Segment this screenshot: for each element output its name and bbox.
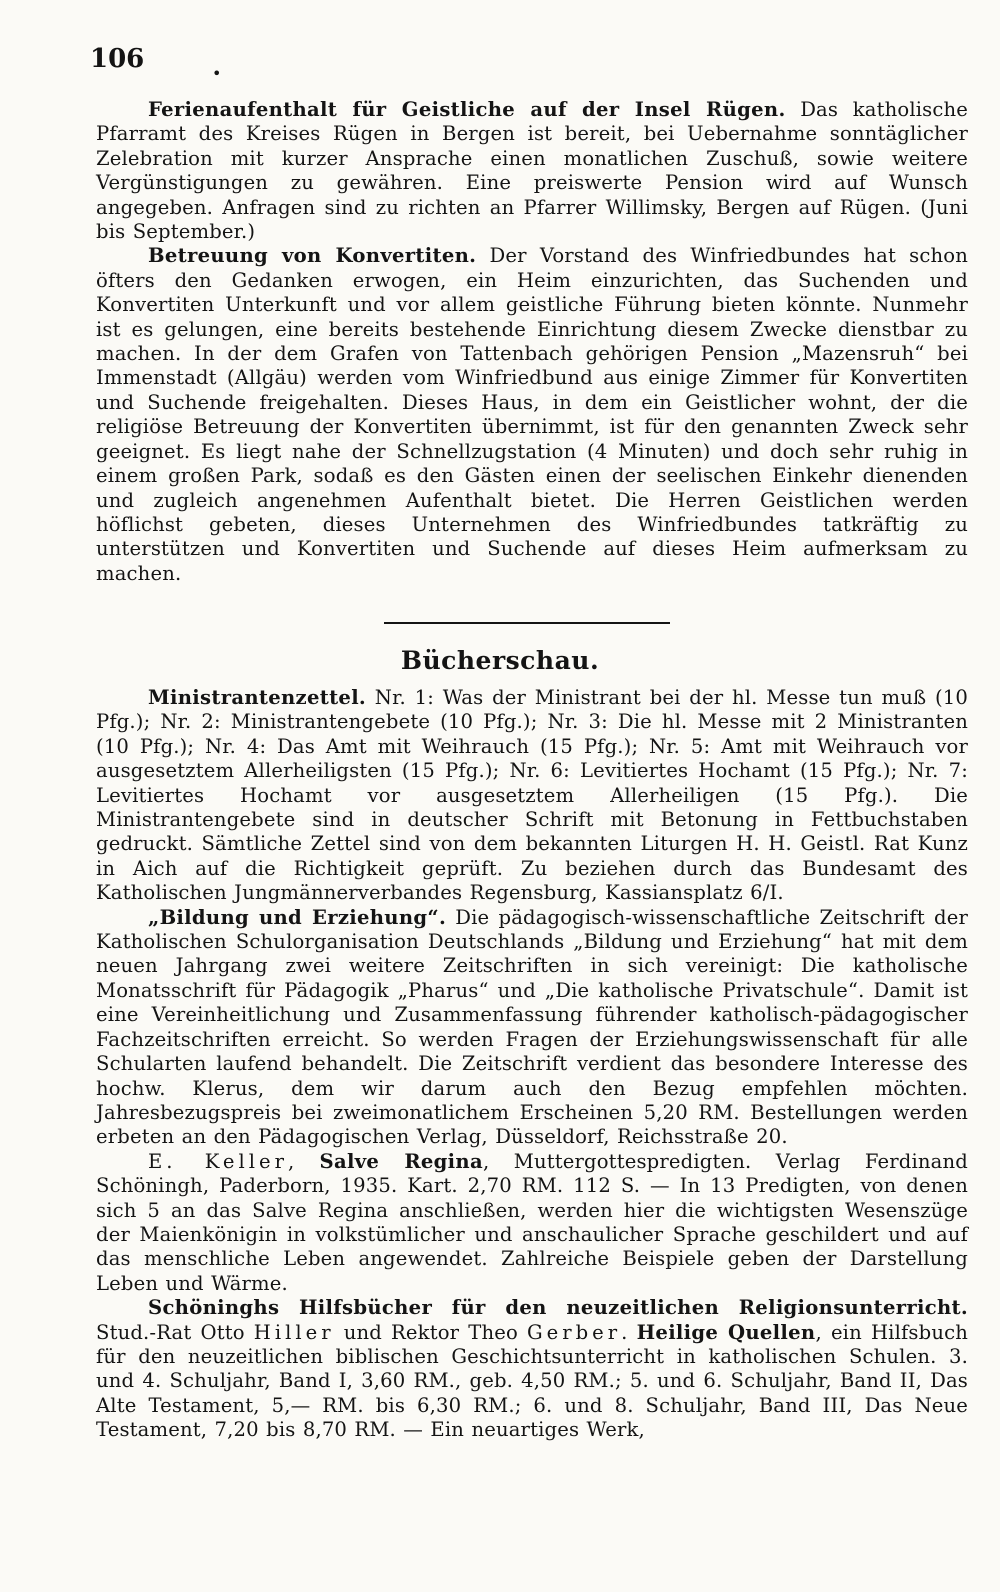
section-heading: Bücherschau.: [400, 646, 600, 675]
review-salve-regina: [96, 1150, 968, 1296]
notice-rugen: [96, 98, 968, 244]
review-4-title: Heilige Quellen: [636, 1320, 816, 1344]
review-ministrantenzettel: [96, 686, 968, 906]
notice-konvertiten-text: Der Vorstand des Winfriedbundes hat schon öfters den Gedanken erwogen, ein Heim einzurichten, das Suchenden und Konvertiten Unterkunft und vor allem geistliche Führung bieten könnte. Nunmehr ist es gelungen, eine bereits bestehende Einrichtung diesem Zwecke dienstbar zu machen. In der dem Grafen von Tattenbach gehörigen Pension „Mazensruh“ bei Immenstadt (Allgäu) werden vom Winfriedbund aus einige Zimmer für Konvertiten und Suchende freigehalten. Dieses Haus, in dem ein Geistlicher wohnt, der die religiöse Betreuung der Konvertiten übernimmt, ist für den genannten Zweck sehr geeignet. Es liegt nahe der Schnellzugstation (4 Minuten) und doch sehr ruhig in einem großen Park, sodaß es den Gästen einen der seelischen Einkehr dienenden und zugleich angenehmen Aufenthalt bietet. Die Herren Geistlichen werden höflichst gebeten, dieses Unternehmen des Winfriedbundes tatkräftig zu unterstützen und Konvertiten und Suchende auf dieses Heim aufmerksam zu machen.: [96, 244, 968, 585]
review-2-text: Die pädagogisch-wissenschaftliche Zeitschrift der Katholischen Schulorganisation Deutschlands „Bildung und Erziehung“ hat mit dem neuen Jahrgang zwei weitere Zeitschriften in sich vereinigt: Die katholische Monatsschrift für Pädagogik „Pharus“ und „Die katholische Privatschule“. Damit ist eine Vereinheitlichung und Zusammenfassung führender katholisch-pädagogischer Fachzeitschriften erreicht. So werden Fragen der Erziehungswissenschaft für alle Schularten laufend behandelt. Die Zeitschrift verdient das besondere Interesse des hochw. Klerus, dem wir darum auch den Bezug empfehlen möchten. Jahresbezugspreis bei zweimonatlichem Erscheinen 5,20 RM. Bestellungen werden erbeten an den Pädagogischen Verlag, Düsseldorf, Reichsstraße 20.: [96, 905, 968, 1149]
notice-rugen-text: Das katholische Pfarramt des Kreises Rügen in Bergen ist bereit, bei Uebernahme sonntäglicher Zelebration mit kurzer Ansprache einen monatlichen Zuschuß, sowie weitere Vergünstigungen zu gewähren. Eine preiswerte Pension wird auf Wunsch angegeben. Anfragen sind zu richten an Pfarrer Willimsky, Bergen auf Rügen. (Juni bis September.): [96, 98, 968, 244]
review-4-text-d: , ein Hilfsbuch für den neuzeitlichen biblischen Geschichtsunterricht in katholischen Schulen. 3. und 4. Schuljahr, Band I, 3,60 RM., geb. 4,50 RM.; 5. und 6. Schuljahr, Band II, Das Alte Testament, 5,— RM. bis 6,30 RM.; 6. und 8. Schuljahr, Band III, Das Neue Testament, 7,20 bis 8,70 RM. — Ein neuartiges Werk,: [96, 1320, 968, 1442]
section-divider: [384, 622, 670, 624]
notice-konvertiten: [96, 244, 968, 586]
review-3-text: , Muttergottespredigten. Verlag Ferdinand Schöningh, Paderborn, 1935. Kart. 2,70 RM. 112 S. — In 13 Predigten, von denen sich 5 an das Salve Regina anschließen, werden hier die wichtigsten Wesenszüge der Maienkönigin in volkstümlicher und anschaulicher Sprache geschildert und auf das menschliche Leben angewendet. Zahlreiche Beispiele geben der Darstellung Leben und Wärme.: [96, 1149, 968, 1295]
notice-rugen-lead: Ferienaufenthalt für Geistliche auf der Insel Rügen.: [148, 98, 786, 121]
book-reviews: [96, 686, 968, 1443]
review-3-comma: ,: [288, 1149, 295, 1173]
review-4-text-b: und Rektor Theo: [334, 1320, 528, 1344]
review-4-author-2: Gerber: [527, 1320, 622, 1344]
notices-section: [96, 98, 968, 586]
review-1-lead: Ministrantenzettel.: [148, 686, 367, 709]
printer-mark: •: [212, 64, 222, 83]
notice-konvertiten-lead: Betreuung von Konvertiten.: [148, 244, 477, 268]
review-2-lead: „Bildung und Erziehung“.: [148, 905, 447, 929]
review-4-text-a: Stud.-Rat Otto: [96, 1320, 254, 1344]
page-number: 106: [90, 44, 145, 74]
review-schoeninghs-hilfsbuecher: [96, 1296, 968, 1442]
review-4-lead: Schöninghs Hilfsbücher für den neuzeitlichen Religionsunterricht.: [148, 1296, 968, 1320]
review-bildung-und-erziehung: [96, 906, 968, 1150]
review-4-text-c: .: [621, 1320, 637, 1344]
review-1-text: Nr. 1: Was der Ministrant bei der hl. Messe tun muß (10 Pfg.); Nr. 2: Ministrantengebete (10 Pfg.); Nr. 3: Die hl. Messe mit 2 Ministranten (10 Pfg.); Nr. 4: Das Amt mit Weihrauch (15 Pfg.); Nr. 5: Amt mit Weihrauch vor ausgesetztem Allerheiligsten (15 Pfg.); Nr. 6: Levitiertes Hochamt (15 Pfg.); Nr. 7: Levitiertes Hochamt vor ausgesetztem Allerheiligen (15 Pfg.). Die Ministrantengebete sind in deutscher Schrift mit Betonung in Fettbuchstaben gedruckt. Sämtliche Zettel sind von dem bekannten Liturgen H. H. Geistl. Rat Kunz in Aich auf die Richtigkeit geprüft. Zu beziehen durch das Bundesamt des Katholischen Jungmännerverbandes Regensburg, Kassiansplatz 6/I.: [96, 686, 968, 905]
review-4-author-1: Hiller: [253, 1320, 335, 1344]
review-3-title: Salve Regina: [294, 1149, 483, 1173]
review-3-author: E. Keller: [148, 1149, 288, 1173]
